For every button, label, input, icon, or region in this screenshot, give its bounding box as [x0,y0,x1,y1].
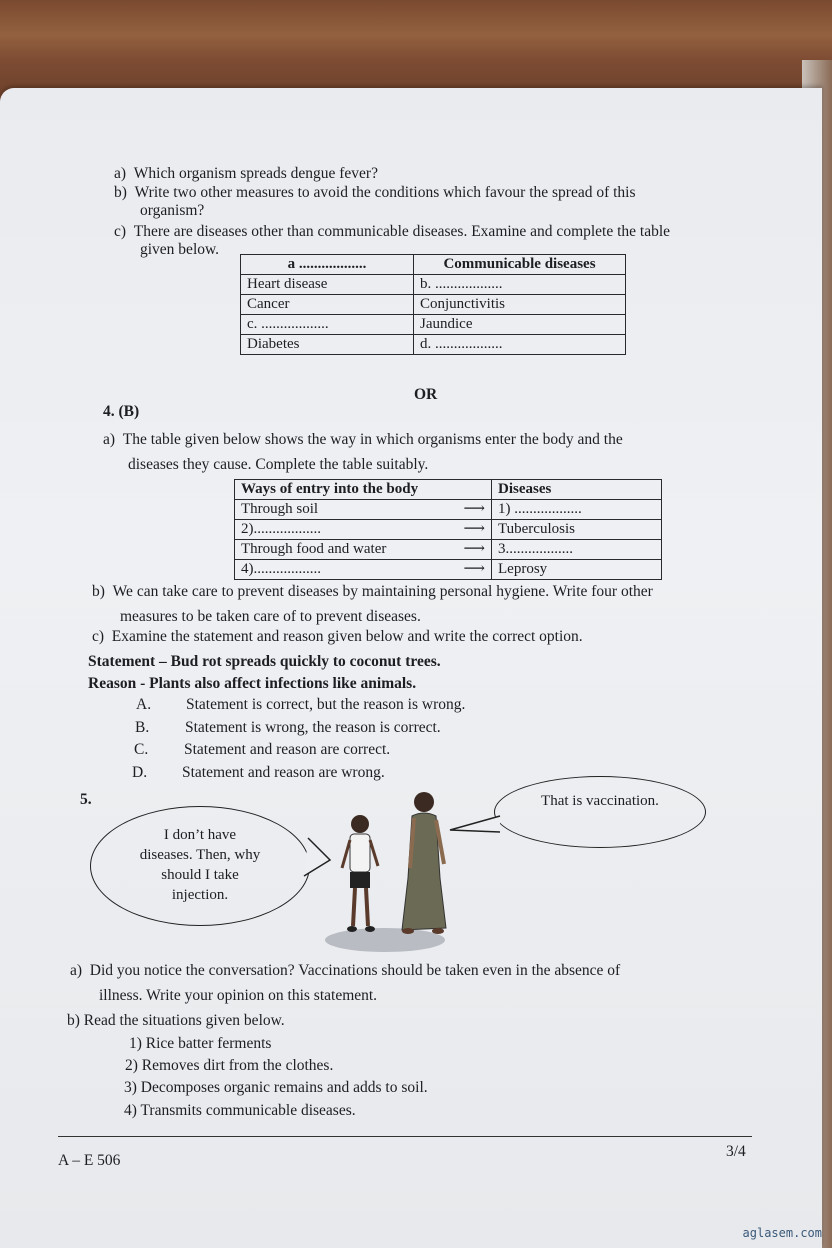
statement: Statement – Bud rot spreads quickly to coconut trees. [88,653,441,670]
q4b-c: c) Examine the statement and reason given below and write the correct option. [92,628,583,645]
table-row: Ways of entry into the body Diseases [235,480,662,500]
arrow-right-icon: ⟶ [463,501,485,517]
situation-item: 3) Decomposes organic remains and adds to soil. [124,1079,428,1096]
q4b-heading: 4. (B) [103,403,140,420]
table-row: Cancer Conjunctivitis [241,295,626,315]
q4a-a: a) Which organism spreads dengue fever? [114,165,378,182]
q4a-b: b) Write two other measures to avoid the conditions which favour the spread of this [114,184,636,201]
table-row: Through soil ⟶ 1) .................. [235,500,662,520]
table-row: 4).................. ⟶ Leprosy [235,560,662,580]
situation-item: 2) Removes dirt from the clothes. [125,1057,334,1074]
conversation-illustration [290,788,530,968]
situation-item: 4) Transmits communicable diseases. [124,1102,356,1119]
q5-b: b) Read the situations given below. [67,1012,285,1029]
table-row: a .................. Communicable diseases [241,255,626,275]
table-row: Diabetes d. .................. [241,335,626,355]
speech-bubble-woman: That is vaccination. [494,776,706,848]
q4b-b: b) We can take care to prevent diseases by maintaining personal hygiene. Write four other [92,583,653,600]
q5-a-line2: illness. Write your opinion on this statement. [99,987,378,1004]
ground-shadow [325,928,445,952]
arrow-right-icon: ⟶ [463,561,485,577]
bubble-tail-right [450,816,500,832]
table-row: c. .................. Jaundice [241,315,626,335]
table-row: Heart disease b. .................. [241,275,626,295]
option-a: A. Statement is correct, but the reason is wrong. [136,696,466,713]
option-b: B. Statement is wrong, the reason is correct. [135,719,441,736]
option-d: D. Statement and reason are wrong. [132,764,385,781]
q4b-a-line2: diseases they cause. Complete the table suitably. [128,456,429,473]
table-row: Through food and water ⟶ 3.................. [235,540,662,560]
child-figure-icon [342,815,378,932]
wooden-table-background [0,0,832,100]
woman-figure-icon [402,792,446,934]
q4a-c-line2: given below. [140,241,220,258]
watermark-text: aglasem.com [742,1226,822,1240]
or-divider: OR [414,386,438,403]
q5-number: 5. [80,791,92,808]
q4a-b-line2: organism? [140,202,205,219]
entry-disease-table [234,479,662,580]
arrow-right-icon: ⟶ [463,521,485,537]
situation-item: 1) Rice batter ferments [129,1035,272,1052]
footer-divider [58,1136,752,1137]
table-row: 2).................. ⟶ Tuberculosis [235,520,662,540]
disease-table [240,254,626,355]
paper-code: A – E 506 [58,1152,121,1169]
reason: Reason - Plants also affect infections like animals. [88,675,417,692]
q4a-c: c) There are diseases other than communicable diseases. Examine and complete the table [114,223,671,240]
speech-bubble-child: I don’t have diseases. Then, why should I take injection. [90,806,310,926]
q4b-a: a) The table given below shows the way in which organisms enter the body and the [103,431,623,448]
q5-a: a) Did you notice the conversation? Vaccinations should be taken even in the absence of [70,962,621,979]
option-c: C. Statement and reason are correct. [134,741,391,758]
bubble-tail-left [304,838,330,876]
exam-paper-page [0,88,822,1248]
page-number: 3/4 [726,1143,746,1160]
q4b-b-line2: measures to be taken care of to prevent diseases. [120,608,421,625]
arrow-right-icon: ⟶ [463,541,485,557]
